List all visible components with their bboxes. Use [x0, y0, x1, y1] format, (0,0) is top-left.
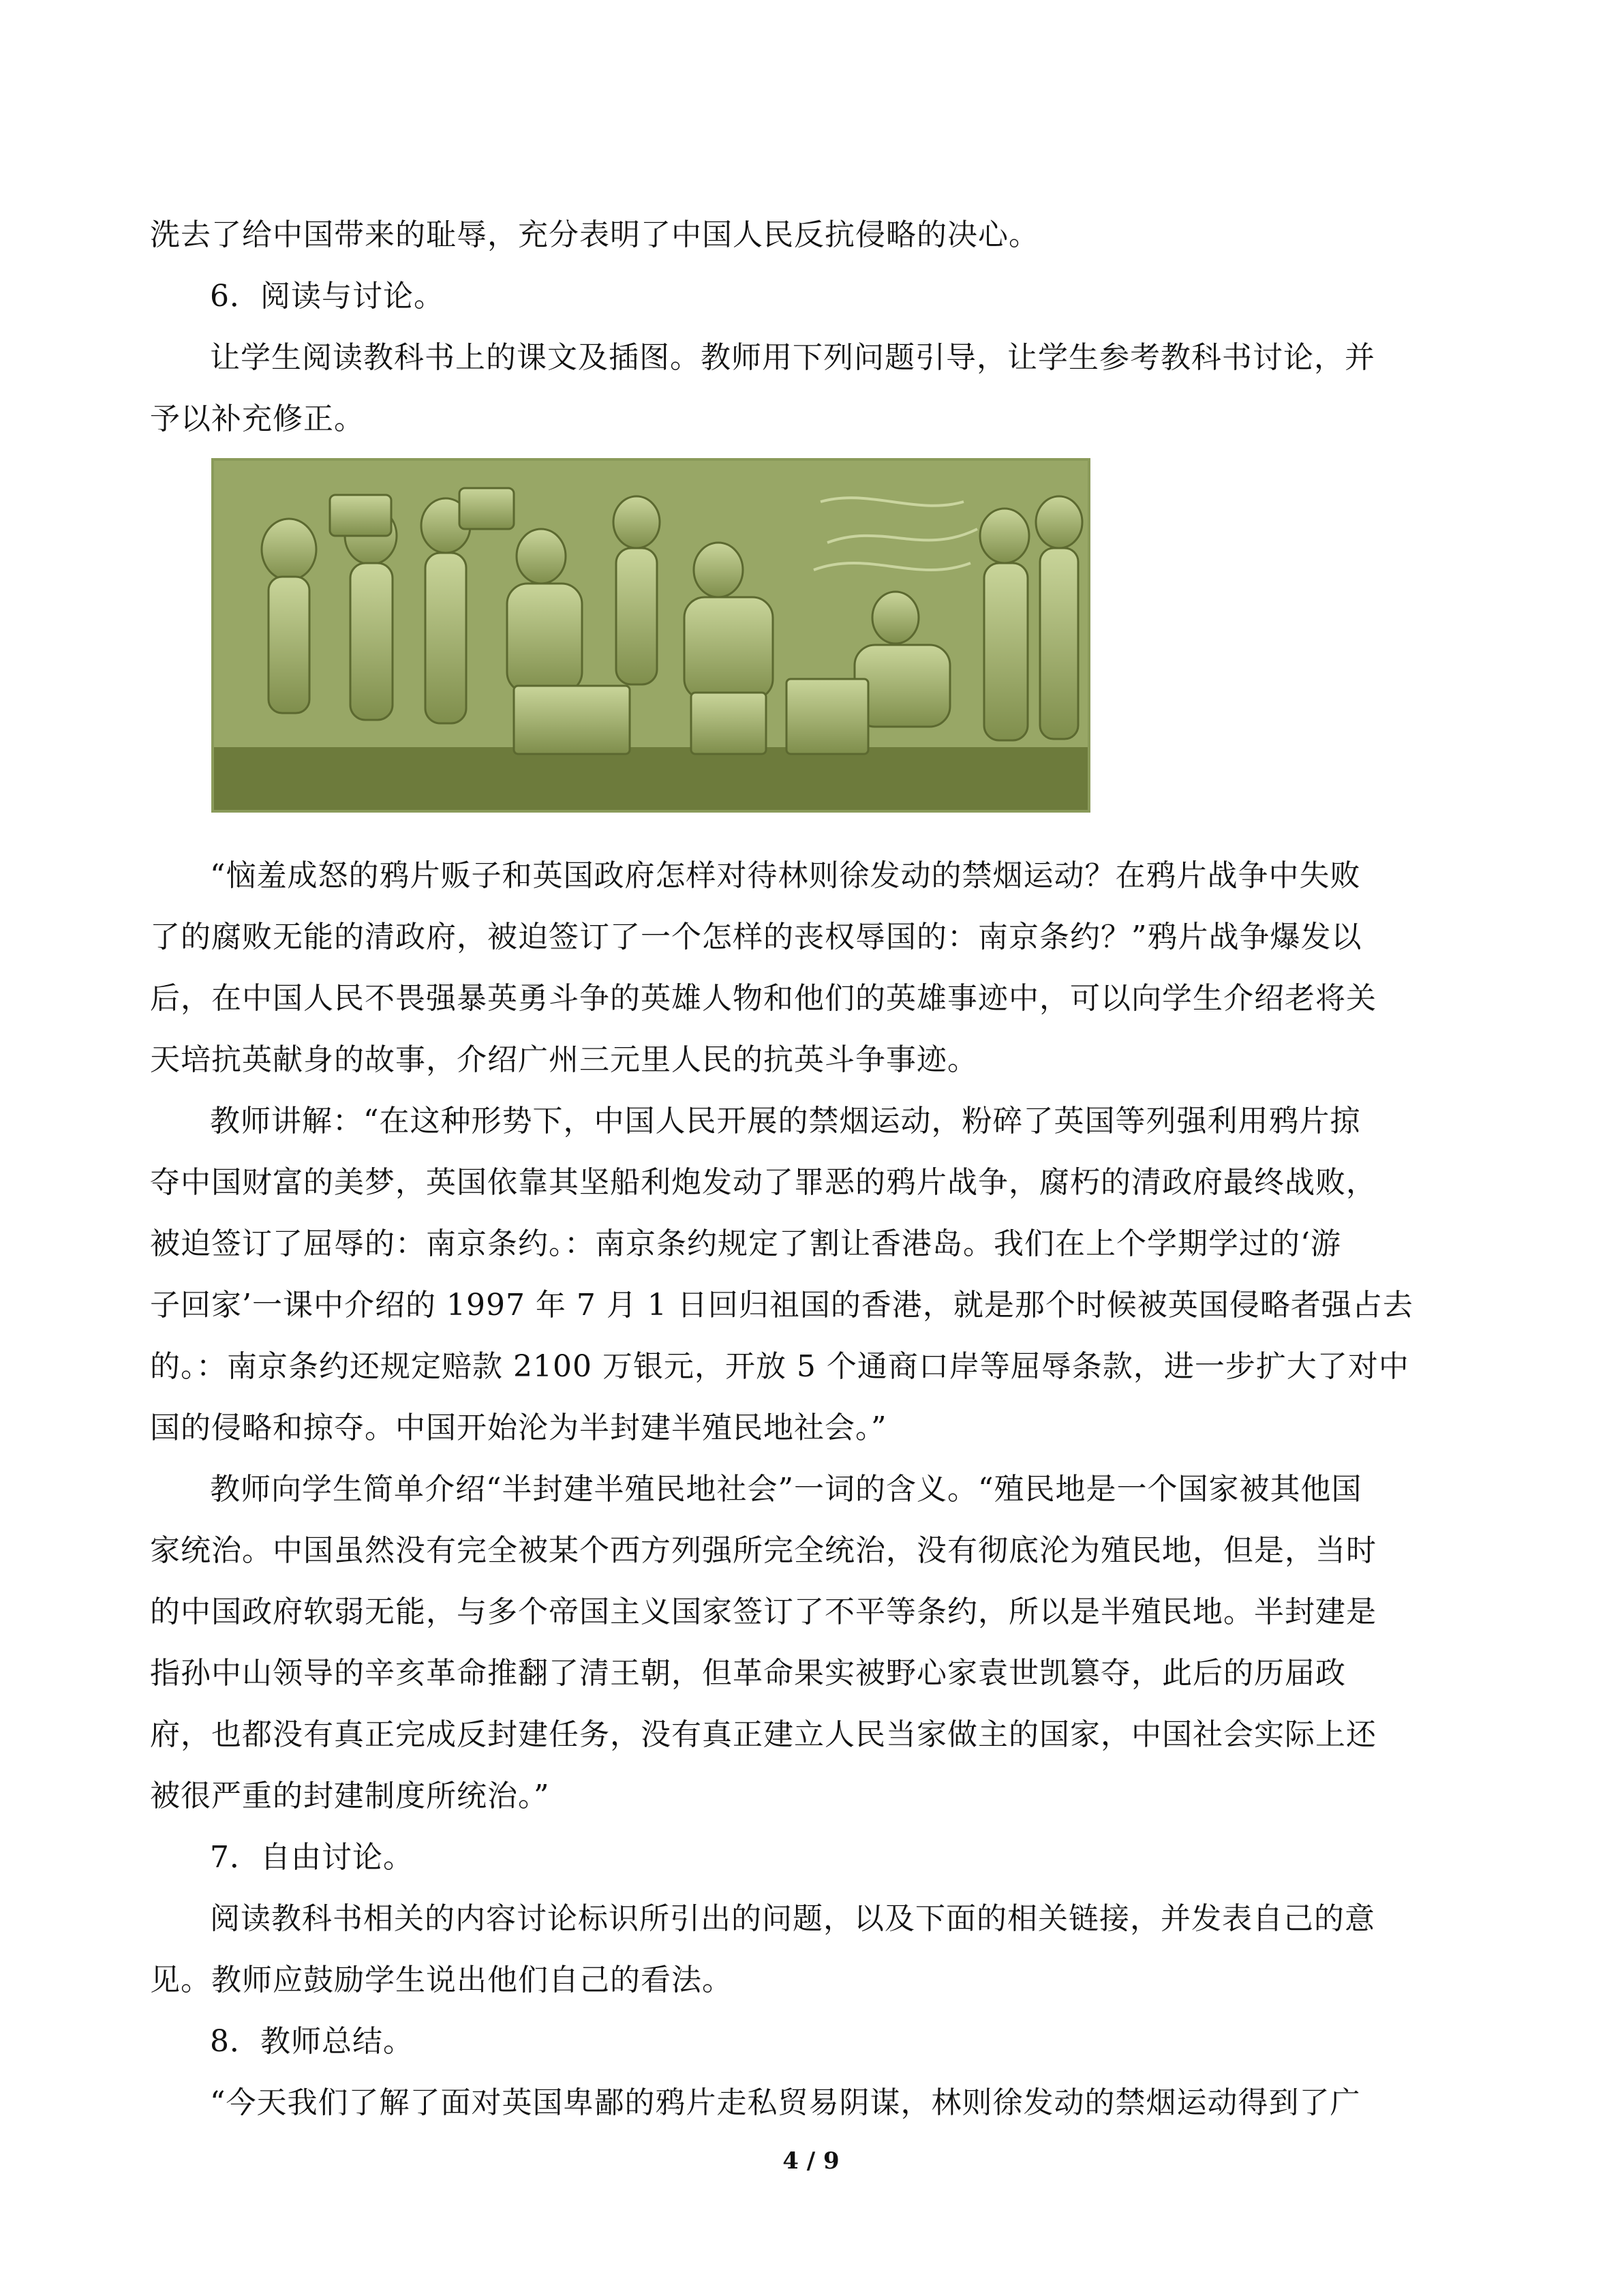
text-line: 府，也都没有真正完成反封建任务，没有真正建立人民当家做主的国家，中国社会实际上还 — [150, 1717, 1377, 1752]
text-line: 后，在中国人民不畏强暴英勇斗争的英雄人物和他们的英雄事迹中，可以向学生介绍老将关 — [150, 981, 1377, 1016]
text-line: 8．教师总结。 — [210, 2024, 414, 2059]
text-line: 让学生阅读教科书上的课文及插图。教师用下列问题引导，让学生参考教科书讨论，并 — [210, 340, 1375, 375]
text-line: 予以补充修正。 — [150, 402, 365, 436]
text-line: 被很严重的封建制度所统治。” — [150, 1779, 550, 1813]
relief-sculpture-image — [211, 458, 1090, 813]
text-line: “恼羞成怒的鸦片贩子和英国政府怎样对待林则徐发动的禁烟运动？在鸦片战争中失败 — [210, 858, 1361, 893]
relief-illustration — [214, 461, 1088, 810]
paragraph-3 — [150, 327, 1472, 450]
page-number: 4 / 9 — [782, 2147, 840, 2175]
text-line: 教师讲解：“在这种形势下，中国人民开展的禁烟运动，粉碎了英国等列强利用鸦片掠 — [210, 1104, 1361, 1138]
text-line: 天培抗英献身的故事，介绍广州三元里人民的抗英斗争事迹。 — [150, 1042, 978, 1077]
paragraph-10 — [150, 2072, 1472, 2134]
paragraph-1 — [150, 205, 1472, 266]
text-line: “今天我们了解了面对英国卑鄙的鸦片走私贸易阴谋，林则徐发动的禁烟运动得到了广 — [210, 2085, 1361, 2120]
paragraph-8 — [150, 1888, 1472, 2011]
text-line: 夺中国财富的美梦，英国依靠其坚船利炮发动了罪恶的鸦片战争，腐朽的清政府最终战败， — [150, 1165, 1377, 1200]
text-line: 6．阅读与讨论。 — [210, 279, 444, 314]
heading-6 — [150, 266, 1472, 327]
heading-8 — [150, 2011, 1472, 2072]
text-line: 洗去了给中国带来的耻辱，充分表明了中国人民反抗侵略的决心。 — [150, 217, 1039, 252]
text-line: 见。教师应鼓励学生说出他们自己的看法。 — [150, 1963, 733, 1997]
text-line: 的。：南京条约还规定赔款 2100 万银元，开放 5 个通商口岸等屈辱条款，进一步扩大了对中 — [150, 1349, 1409, 1384]
paragraph-5 — [150, 1091, 1472, 1459]
paragraph-6 — [150, 1459, 1472, 1827]
text-line: 的中国政府软弱无能，与多个帝国主义国家签订了不平等条约，所以是半殖民地。半封建是 — [150, 1595, 1377, 1629]
heading-7 — [150, 1827, 1472, 1888]
paragraph-4 — [150, 845, 1472, 1091]
text-line: 指孙中山领导的辛亥革命推翻了清王朝，但革命果实被野心家袁世凯篡夺，此后的历届政 — [150, 1656, 1346, 1691]
text-line: 家统治。中国虽然没有完全被某个西方列强所完全统治，没有彻底沦为殖民地，但是，当时 — [150, 1533, 1377, 1568]
text-line: 阅读教科书相关的内容讨论标识所引出的问题，以及下面的相关链接，并发表自己的意 — [210, 1901, 1375, 1936]
text-line: 了的腐败无能的清政府，被迫签订了一个怎样的丧权辱国的：南京条约？”鸦片战争爆发以 — [150, 920, 1362, 954]
text-line: 教师向学生简单介绍“半封建半殖民地社会”一词的含义。“殖民地是一个国家被其他国 — [210, 1472, 1362, 1507]
text-line: 子回家’一课中介绍的 1997 年 7 月 1 日回归祖国的香港，就是那个时候被英国侵略者强占去 — [150, 1288, 1413, 1323]
text-line: 国的侵略和掠夺。中国开始沦为半封建半殖民地社会。” — [150, 1410, 887, 1445]
text-line: 被迫签订了屈辱的：南京条约。：南京条约规定了割让香港岛。我们在上个学期学过的‘游 — [150, 1226, 1341, 1261]
text-line: 7．自由讨论。 — [210, 1840, 414, 1875]
